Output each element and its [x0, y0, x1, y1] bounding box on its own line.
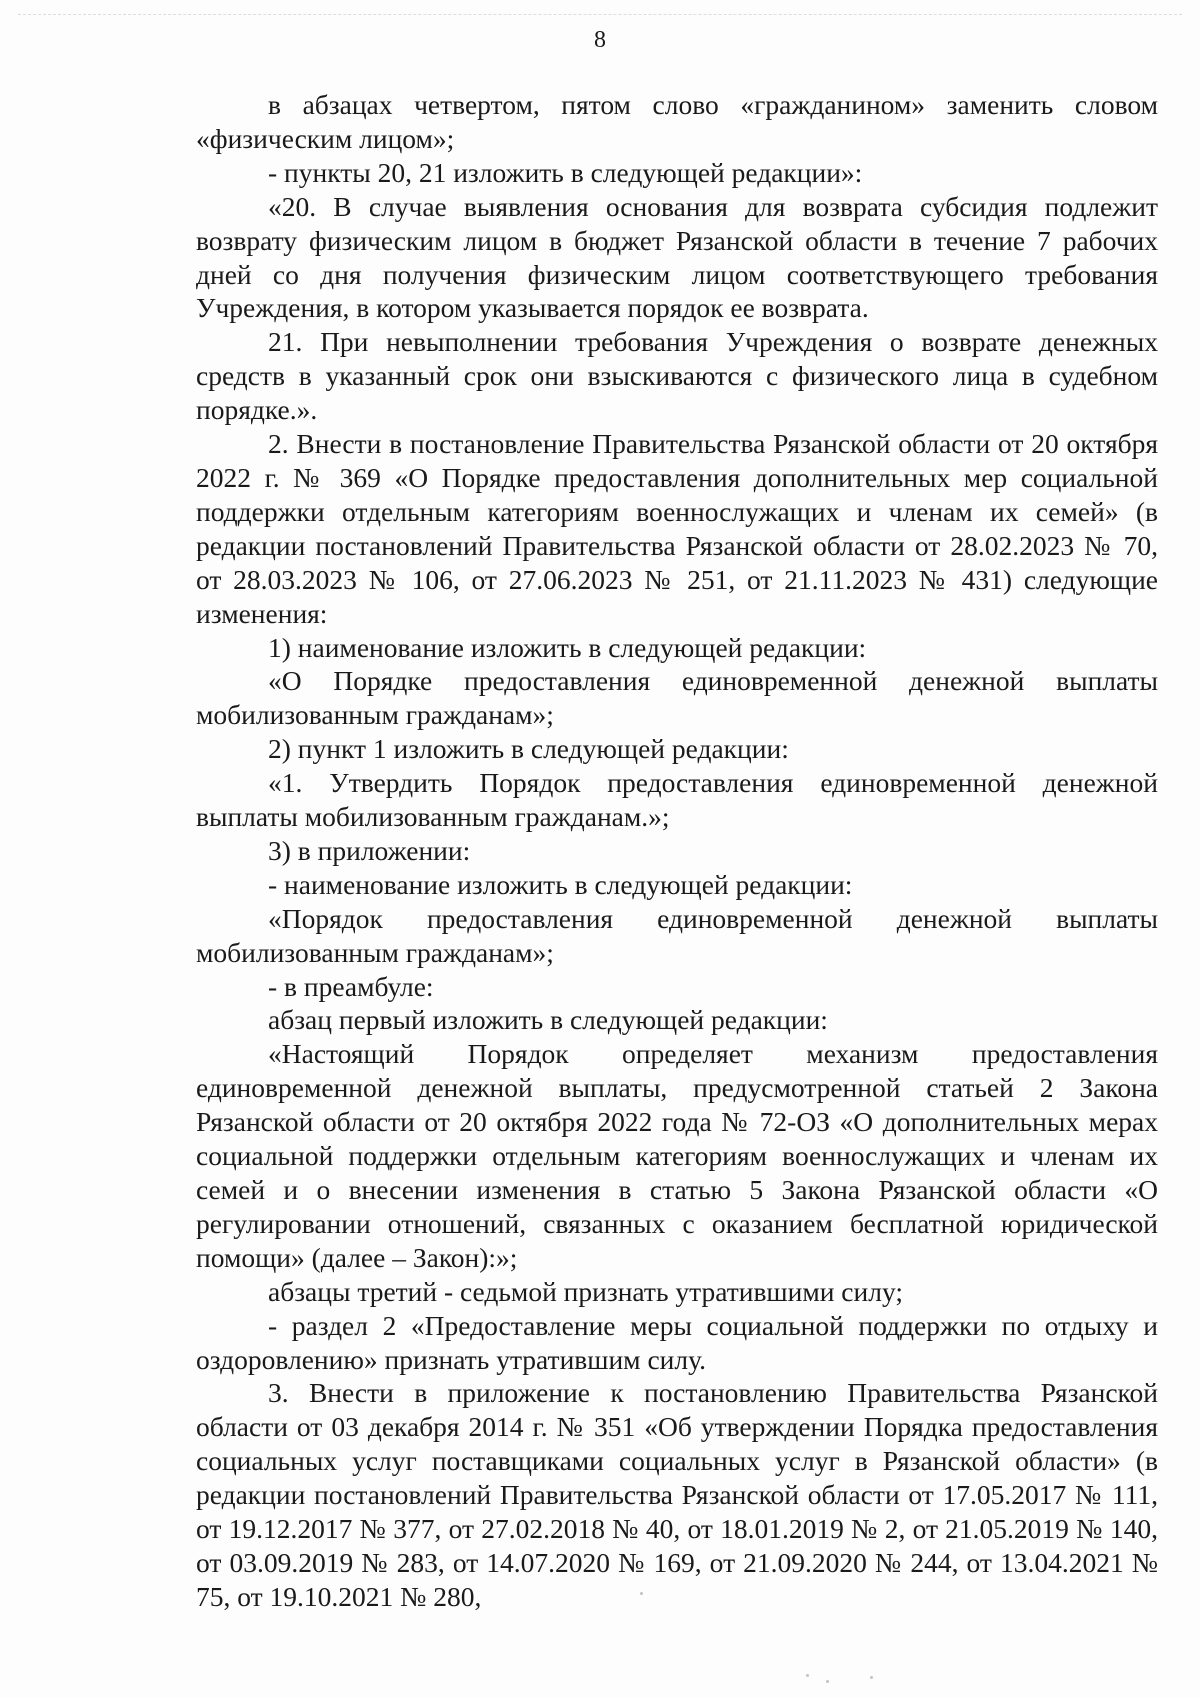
- page-number: 8: [594, 27, 606, 53]
- paragraph: 1) наименование изложить в следующей редакции:: [268, 631, 867, 663]
- scan-speck: [806, 1674, 809, 1677]
- paragraph: - в преамбуле:: [268, 970, 434, 1002]
- paragraph: 3) в приложении:: [268, 834, 471, 866]
- paragraph: 2. Внести в постановление Правительства Рязанской области от 20 октября 2022 г. № 369 «О Порядке предоставления дополнительных мер социальной поддержки отдельным категориям военнослужащих и членам их семей» (в редакции постановлений Правительства Рязанской области от 28.02.2023 № 70, от 28.03.2023 № 106, от 27.06.2023 № 251, от 21.11.2023 № 431) следующие изменения:: [196, 428, 1158, 629]
- paragraph: «О Порядке предоставления единовременной денежной выплаты мобилизованным гражданам»;: [196, 665, 1158, 731]
- paragraph: 3. Внести в приложение к постановлению Правительства Рязанской области от 03 декабря 2014 г. № 351 «Об утверждении Порядка предоставления социальных услуг поставщиками социальных услуг в Рязанской области» (в редакции постановлений Правительства Рязанской области от 17.05.2017 № 111, от 19.12.2017 № 377, от 27.02.2018 № 40, от 18.01.2019 № 2, от 21.05.2019 № 140, от 03.09.2019 № 283, от 14.07.2020 № 169, от 21.09.2020 № 244, от 13.04.2021 № 75, от 19.10.2021 № 280,: [196, 1377, 1158, 1612]
- paragraph: 21. При невыполнении требования Учреждения о возврате денежных средств в указанный срок они взыскиваются с физического лица в судебном порядке.».: [196, 326, 1158, 426]
- paragraph: «Настоящий Порядок определяет механизм предоставления единовременной денежной выплаты, предусмотренной статьей 2 Закона Рязанской области от 20 октября 2022 года № 72-ОЗ «О дополнительных мерах социальной поддержки отдельным категориям военнослужащих и членам их семей и о внесении изменения в статью 5 Закона Рязанской области «О регулировании отношений, связанных с оказанием бесплатной юридической помощи» (далее – Закон):»;: [196, 1038, 1158, 1273]
- paragraph: в абзацах четвертом, пятом слово «гражданином» заменить словом «физическим лицом»;: [196, 89, 1158, 154]
- paragraph: абзацы третий - седьмой признать утратившими силу;: [268, 1275, 903, 1307]
- paragraph: «1. Утвердить Порядок предоставления единовременной денежной выплаты мобилизованным гражданам.»;: [196, 767, 1158, 833]
- scan-speck: [640, 1592, 643, 1595]
- paragraph: «20. В случае выявления основания для возврата субсидия подлежит возврату физическим лицом в бюджет Рязанской области в течение 7 рабочих дней со дня получения физическим лицом соответствующего требования Учреждения, в котором указывается порядок ее возврата.: [196, 190, 1158, 324]
- paragraph: абзац первый изложить в следующей редакции:: [268, 1004, 828, 1036]
- scan-speck: [826, 1680, 829, 1683]
- paragraph: - раздел 2 «Предоставление меры социальной поддержки по отдыху и оздоровлению» признать утратившим силу.: [196, 1309, 1158, 1375]
- scan-speck: [870, 1676, 873, 1679]
- paragraph: - наименование изложить в следующей редакции:: [268, 868, 853, 900]
- paragraph: «Порядок предоставления единовременной денежной выплаты мобилизованным гражданам»;: [196, 902, 1158, 968]
- paragraph: 2) пункт 1 изложить в следующей редакции:: [268, 733, 789, 765]
- scan-edge-artifact: [18, 14, 1182, 21]
- document-body: [196, 88, 1158, 1614]
- paragraph: - пункты 20, 21 изложить в следующей редакции»:: [268, 156, 863, 188]
